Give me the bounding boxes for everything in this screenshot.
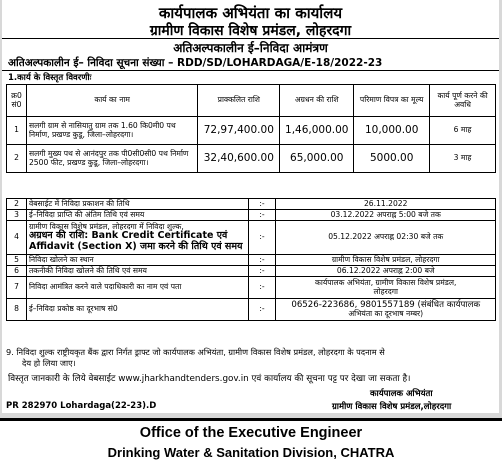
schedule-row: [7, 199, 496, 210]
header-boq: परिमाण विपत्र का मूल्य: [354, 85, 430, 117]
next-notice-header: [0, 418, 502, 465]
office-title: कार्यपालक अभियंता का कार्यालय: [158, 4, 343, 22]
header-sn: क्र0 सं0: [7, 85, 27, 117]
pr-number: PR 282970 Lohardaga(22-23).D: [6, 401, 157, 411]
schedule-label-line: Affidavit (Section X) जमा करने की तिथि एवं समय: [28, 240, 243, 252]
schedule-label-line: ग्रामीण विकास विशेष प्रमंडल, लोहरदगा में निविदा शुल्क,: [28, 221, 184, 231]
work-table: [6, 84, 496, 173]
schedule-number: 4: [7, 221, 27, 255]
signature-office: ग्रामीण विकास विशेष प्रमंडल,लोहरदगा: [332, 402, 452, 412]
table-row: [7, 117, 496, 145]
signature-title: कार्यपालक अभियंता: [370, 389, 433, 399]
invitation-title: अतिअल्पकालीन ई–निविदा आमंत्रण: [173, 41, 328, 55]
row-work-name: सलगी ग्राम से नासियातु ग्राम तक 1.60 कि0मी0 पथ निर्माण, प्रखण्ड कुडू, जिला–लोहरदगा।: [26, 117, 197, 145]
schedule-label-line: अग्रधन की राशि: Bank Credit Certificate एवं: [28, 230, 228, 242]
schedule-separator: :-: [248, 210, 276, 221]
header-period: कार्य पूर्ण करने की अवधि: [430, 85, 496, 117]
schedule-value: [276, 277, 496, 299]
header-estimate: प्राक्कलित राशि: [198, 85, 280, 117]
schedule-label: निविदा खोलने का स्थान: [26, 255, 248, 266]
schedule-row: [7, 266, 496, 277]
schedule-value: [276, 299, 496, 321]
schedule-value: ग्रामीण विकास विशेष प्रमंडल, लोहरदगा: [276, 255, 496, 266]
header-emd: अग्रधन की राशि: [280, 85, 354, 117]
footer-office-title: Office of the Executive Engineer: [139, 425, 363, 441]
note-website: विस्तृत जानकारी के लिये वेबसाईट www.jharkhandtenders.gov.in एवं कार्यालय की सूचना पट्ट पर देखा जा सकता है।: [8, 374, 411, 384]
schedule-label: [26, 221, 248, 255]
table-row: [7, 145, 496, 173]
schedule-label: तकनीकी निविदा खोलने की तिथि एवं समय: [26, 266, 248, 277]
row-period: 6 माह: [430, 117, 496, 145]
schedule-separator: :-: [248, 199, 276, 210]
divider: [2, 70, 499, 71]
row-emd: 65,000.00: [280, 145, 354, 173]
schedule-separator: :-: [248, 299, 276, 321]
row-period: 3 माह: [430, 145, 496, 173]
schedule-number: 6: [7, 266, 27, 277]
note-fee-line: देय हो लिया जाए।: [22, 358, 76, 368]
schedule-separator: :-: [248, 277, 276, 299]
schedule-separator: :-: [248, 221, 276, 255]
division-title: ग्रामीण विकास विशेष प्रमंडल, लोहरदगा: [149, 23, 352, 39]
footer-division-title: Drinking Water & Sanitation Division, CHATRA: [107, 445, 395, 460]
row-boq: 10,000.00: [354, 117, 430, 145]
row-estimate: 72,97,400.00: [198, 117, 280, 145]
schedule-number: 5: [7, 255, 27, 266]
row-emd: 1,46,000.00: [280, 117, 354, 145]
row-boq: 5000.00: [354, 145, 430, 173]
schedule-value: 06.12.2022 अपराह्न 2:00 बजे: [276, 266, 496, 277]
schedule-value: 26.11.2022: [276, 199, 496, 210]
section-title: 1.कार्य के विस्तृत विवरणीः: [8, 73, 92, 83]
schedule-number: 3: [7, 210, 27, 221]
schedule-value-line: कार्यपालक अभियंता, ग्रामीण विकास विशेष प्रमंडल,: [315, 278, 457, 288]
row-estimate: 32,40,600.00: [198, 145, 280, 173]
schedule-number: 8: [7, 299, 27, 321]
schedule-value-line: 06526-223686, 9801557189 (संबंधित कार्यपालक: [291, 299, 481, 310]
header-work-name: कार्य का नाम: [26, 85, 197, 117]
schedule-separator: :-: [248, 255, 276, 266]
schedule-row: [7, 255, 496, 266]
schedule-value-line: लोहरदगा: [373, 286, 398, 296]
schedule-row: [7, 210, 496, 221]
schedule-row: [7, 299, 496, 321]
schedule-table: [6, 198, 496, 321]
schedule-value-line: अभियंता का दूरभाष नम्बर): [348, 309, 424, 319]
schedule-row: [7, 221, 496, 255]
schedule-label: वेबसाईट में निविदा प्रकाशन की तिथि: [26, 199, 248, 210]
schedule-number: 7: [7, 277, 27, 299]
schedule-separator: :-: [248, 266, 276, 277]
schedule-number: 2: [7, 199, 27, 210]
schedule-label: ई–निविदा प्रकोष्ठ का दूरभाष सं0: [26, 299, 248, 321]
schedule-label: निविदा आमंत्रित करने वाले पदाधिकारी का नाम एवं पता: [26, 277, 248, 299]
tender-notice: [2, 0, 499, 413]
schedule-row: [7, 277, 496, 299]
schedule-value: 05.12.2022 अपराह्न 02:30 बजे तक: [276, 221, 496, 255]
schedule-label: ई–निविदा प्राप्ति की अंतिम तिथि एवं समय: [26, 210, 248, 221]
row-sn: 2: [7, 145, 27, 173]
schedule-value: 03.12.2022 अपराह्न 5:00 बजे तक: [276, 210, 496, 221]
notice-number: अतिअल्पकालीन ई– निविदा सूचना संख्या – RDD/SD/LOHARDAGA/E-18/2022-23: [8, 57, 383, 69]
row-sn: 1: [7, 117, 27, 145]
row-work-name: सलगी मुख्य पथ से आनंदपुर तक पी0सी0सी0 पथ निर्माण 2500 फीट, प्रखण्ड कुडू, जिला–लोहरदगा।: [26, 145, 197, 173]
note-fee-line: 9. निविदा शुल्क राष्ट्रीयकृत बैंक द्वारा निर्गत ड्राफ्ट जो कार्यपालक अभियंता, ग्रामीण विकास विशेष प्रमंडल, लोहरदगा के पदनाम से: [6, 347, 385, 357]
